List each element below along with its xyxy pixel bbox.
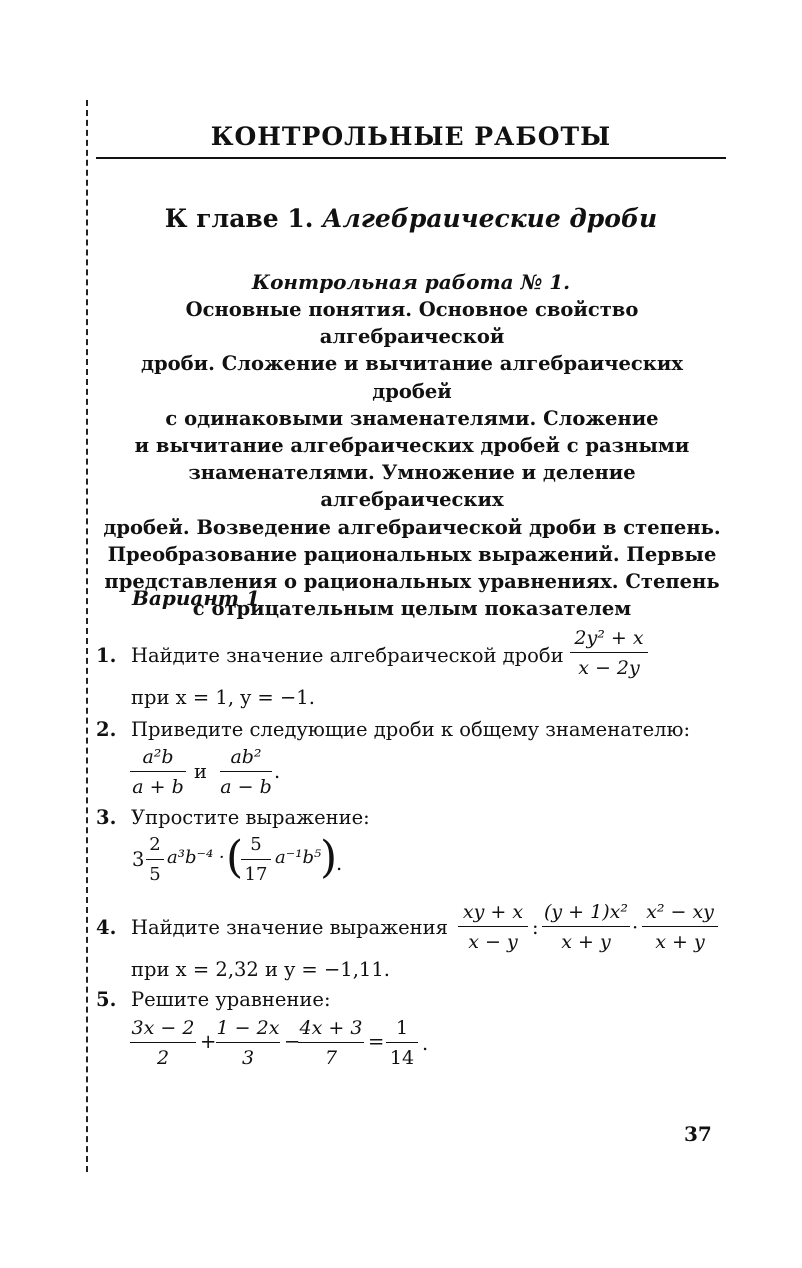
left-parenthesis: ( xyxy=(226,832,244,883)
task-5-text: Решите уравнение: xyxy=(131,988,331,1011)
header-rule xyxy=(96,157,726,159)
fraction-bar xyxy=(570,652,648,653)
task-5-fraction-1 xyxy=(130,1016,196,1070)
fraction-numerator: 2 xyxy=(149,834,161,855)
fraction-numerator: 5 xyxy=(250,834,262,855)
topic-line: с одинаковыми знаменателями. Сложение xyxy=(165,406,659,430)
task-1-condition: при x = 1, y = −1. xyxy=(131,686,315,709)
topic-line: с отрицательным целым показателем xyxy=(192,597,632,621)
chapter-title xyxy=(96,204,726,233)
variant-title: Вариант 1 xyxy=(132,586,260,610)
fraction-bar xyxy=(542,926,630,927)
task-2-end: . xyxy=(274,760,281,783)
chapter-name: Алгебраические дроби xyxy=(322,204,658,233)
fraction-bar xyxy=(458,926,528,927)
fraction-denominator: x + y xyxy=(561,931,611,953)
section-header: КОНТРОЛЬНЫЕ РАБОТЫ xyxy=(210,122,612,151)
fraction-numerator: (y + 1)x² xyxy=(544,901,628,923)
task-5-fraction-2 xyxy=(216,1016,280,1070)
topic-line: дробей. Возведение алгебраической дроби в степень. xyxy=(103,515,721,539)
task-4-text: Найдите значение выражения xyxy=(131,916,448,939)
fraction-denominator: x + y xyxy=(655,931,705,953)
task-4-op-2: · xyxy=(632,916,639,939)
task-5-op-1: + xyxy=(200,1030,217,1053)
fraction-bar xyxy=(241,859,271,860)
right-parenthesis: ) xyxy=(320,832,338,883)
task-5-fraction-3 xyxy=(298,1016,364,1070)
topic-line: дроби. Сложение и вычитание алгебраических дробей xyxy=(141,352,683,403)
fraction-denominator: x − y xyxy=(468,931,518,953)
fraction-denominator: x − 2y xyxy=(578,657,640,679)
fraction-numerator: 1 − 2x xyxy=(216,1017,280,1039)
task-3-whole: 3 xyxy=(132,848,145,871)
fraction-bar xyxy=(216,1042,280,1043)
fraction-denominator: 14 xyxy=(389,1047,415,1069)
task-4-fraction-3 xyxy=(642,900,718,954)
work-topics xyxy=(100,296,724,622)
topic-line: и вычитание алгебраических дробей с разными xyxy=(134,434,690,458)
task-4-fraction-1 xyxy=(458,900,528,954)
task-5-number: 5. xyxy=(96,988,117,1011)
task-5-end: . xyxy=(422,1032,429,1055)
cut-line xyxy=(86,100,88,1172)
fraction-bar xyxy=(298,1042,364,1043)
fraction-numerator: a²b xyxy=(142,746,174,768)
task-5-fraction-4 xyxy=(386,1016,418,1070)
fraction-bar xyxy=(146,859,164,860)
task-4-fraction-2 xyxy=(542,900,630,954)
chapter-prefix: К главе 1. xyxy=(164,204,314,233)
fraction-numerator: 2y² + x xyxy=(574,627,644,649)
topic-line: знаменателями. Умножение и деление алгебраических xyxy=(188,461,636,512)
task-3-term-2: a⁻¹b⁵ xyxy=(275,847,322,868)
task-2-fraction-1 xyxy=(130,745,186,799)
fraction-numerator: 1 xyxy=(395,1017,409,1039)
task-4-op-1: : xyxy=(532,916,539,939)
page-number: 37 xyxy=(684,1122,712,1146)
fraction-numerator: xy + x xyxy=(462,901,524,923)
topic-line: Основные понятия. Основное свойство алгебраической xyxy=(185,298,639,349)
fraction-denominator: a + b xyxy=(132,776,184,798)
fraction-bar xyxy=(220,771,272,772)
task-3-inner-fraction xyxy=(241,833,271,887)
fraction-bar xyxy=(130,771,186,772)
topic-line: Преобразование рациональных выражений. Первые xyxy=(107,542,717,566)
work-title: Контрольная работа № 1. xyxy=(251,270,571,294)
fraction-numerator: 4x + 3 xyxy=(299,1017,363,1039)
task-3-text: Упростите выражение: xyxy=(131,806,370,829)
fraction-bar xyxy=(130,1042,196,1043)
fraction-denominator: 17 xyxy=(244,864,268,885)
task-3-end: . xyxy=(336,852,343,875)
fraction-denominator: 5 xyxy=(149,864,161,885)
task-1-fraction xyxy=(570,626,648,680)
task-5-op-2: − xyxy=(284,1030,301,1053)
fraction-denominator: 3 xyxy=(241,1047,255,1069)
task-4-number: 4. xyxy=(96,916,117,939)
task-1-text: Найдите значение алгебраической дроби xyxy=(131,644,564,667)
task-3-mixed-fraction xyxy=(146,833,164,887)
fraction-denominator: a − b xyxy=(220,776,272,798)
fraction-denominator: 2 xyxy=(156,1047,170,1069)
task-2-number: 2. xyxy=(96,718,117,741)
fraction-numerator: 3x − 2 xyxy=(131,1017,195,1039)
task-2-fraction-2 xyxy=(220,745,272,799)
fraction-numerator: x² − xy xyxy=(646,901,714,923)
task-2-text: Приведите следующие дроби к общему знаменателю: xyxy=(131,718,691,741)
fraction-denominator: 7 xyxy=(324,1047,338,1069)
fraction-numerator: ab² xyxy=(230,746,262,768)
task-1-number: 1. xyxy=(96,644,117,667)
fraction-bar xyxy=(642,926,718,927)
task-4-condition: при x = 2,32 и y = −1,11. xyxy=(131,958,390,981)
task-3-term-1: a³b⁻⁴ · xyxy=(167,847,225,868)
topic-line: представления о рациональных уравнениях. Степень xyxy=(104,570,720,594)
task-5-op-3: = xyxy=(368,1030,385,1053)
fraction-bar xyxy=(386,1042,418,1043)
task-2-connector: и xyxy=(194,760,207,783)
task-3-number: 3. xyxy=(96,806,117,829)
